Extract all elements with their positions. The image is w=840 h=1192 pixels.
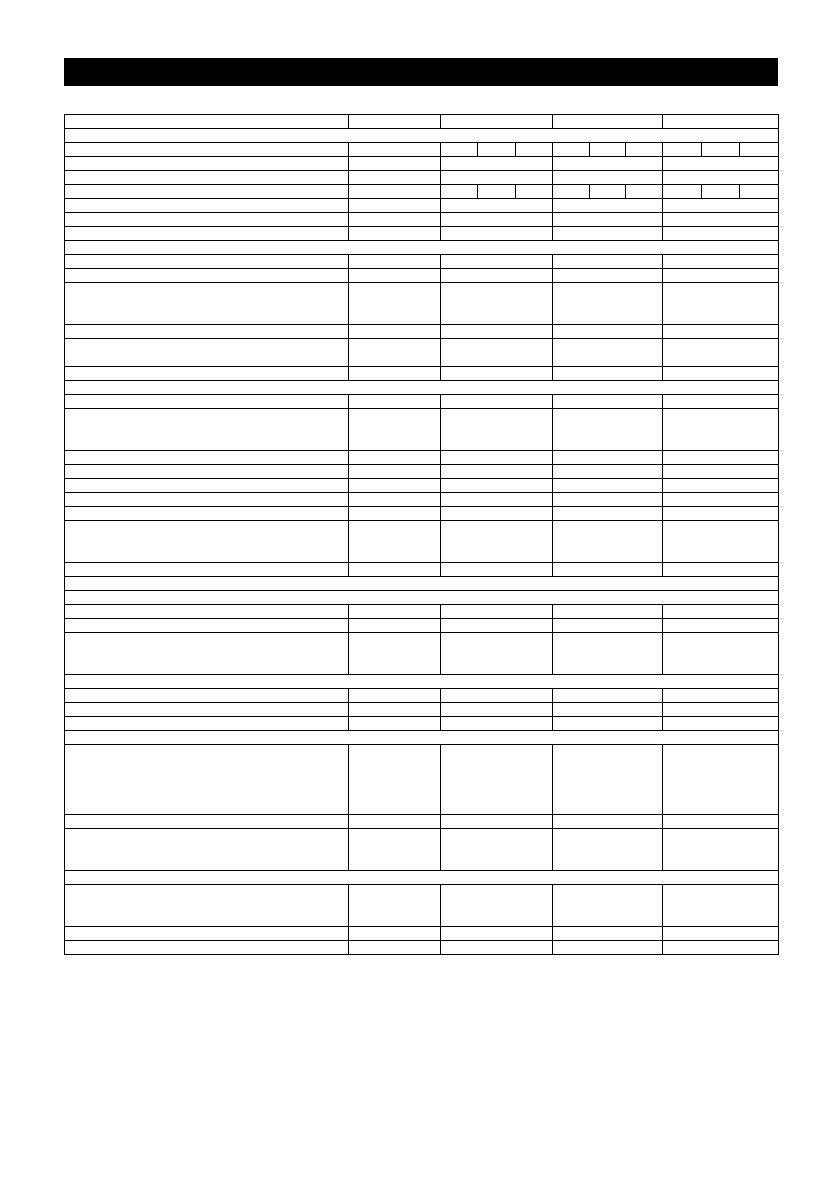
value-cell — [441, 829, 553, 871]
value-cell — [553, 717, 663, 731]
table-row — [65, 199, 779, 213]
sub-cell — [553, 185, 589, 198]
value-cell — [663, 717, 779, 731]
value-cell — [349, 213, 441, 227]
table-row — [65, 325, 779, 339]
value-cell-split — [663, 143, 779, 157]
value-cell — [663, 927, 779, 941]
value-cell — [553, 941, 663, 955]
value-cell — [349, 507, 441, 521]
row-label-cell — [65, 479, 349, 493]
value-cell — [663, 829, 779, 871]
value-cell — [441, 717, 553, 731]
value-cell — [349, 409, 441, 451]
value-cell — [553, 605, 663, 619]
value-cell — [663, 703, 779, 717]
table-row — [65, 157, 779, 171]
table-row — [65, 829, 779, 871]
table-row — [65, 367, 779, 381]
sub-cell — [663, 143, 701, 156]
section-divider-row — [65, 871, 779, 885]
value-cell-split — [553, 185, 663, 199]
value-cell — [349, 479, 441, 493]
value-cell — [441, 255, 553, 269]
table-row — [65, 269, 779, 283]
row-label-cell — [65, 521, 349, 563]
section-cell — [65, 591, 779, 605]
value-cell — [349, 493, 441, 507]
table-row — [65, 521, 779, 563]
section-cell — [65, 871, 779, 885]
value-cell — [441, 199, 553, 213]
row-label-cell — [65, 269, 349, 283]
value-cell — [349, 465, 441, 479]
value-cell — [441, 339, 553, 367]
value-cell — [663, 619, 779, 633]
value-cell-split — [553, 143, 663, 157]
row-label-cell — [65, 213, 349, 227]
value-cell — [553, 465, 663, 479]
table-row — [65, 815, 779, 829]
value-cell — [663, 171, 779, 185]
table-row — [65, 227, 779, 241]
value-cell — [663, 815, 779, 829]
row-label-cell — [65, 885, 349, 927]
value-cell — [349, 633, 441, 675]
value-cell — [349, 563, 441, 577]
section-cell — [65, 241, 779, 255]
value-cell — [663, 465, 779, 479]
value-cell — [441, 171, 553, 185]
row-label-cell — [65, 395, 349, 409]
value-cell — [663, 227, 779, 241]
value-cell — [663, 941, 779, 955]
section-cell — [65, 675, 779, 689]
section-cell — [65, 381, 779, 395]
row-label-cell — [65, 283, 349, 325]
row-label-cell — [65, 227, 349, 241]
value-cell — [349, 395, 441, 409]
section-divider-row — [65, 731, 779, 745]
value-cell — [441, 815, 553, 829]
header-bar — [64, 58, 778, 86]
sub-cell — [663, 185, 701, 198]
value-cell — [663, 689, 779, 703]
value-cell — [553, 619, 663, 633]
value-cell — [349, 339, 441, 367]
value-cell — [553, 227, 663, 241]
row-label-cell — [65, 703, 349, 717]
table-row — [65, 605, 779, 619]
value-cell-split — [441, 143, 553, 157]
value-cell — [553, 339, 663, 367]
table-row — [65, 213, 779, 227]
value-cell — [553, 885, 663, 927]
row-label-cell — [65, 143, 349, 157]
value-cell — [441, 941, 553, 955]
value-cell — [441, 605, 553, 619]
value-cell — [349, 605, 441, 619]
value-cell — [441, 409, 553, 451]
value-cell — [441, 283, 553, 325]
value-cell — [553, 927, 663, 941]
row-label-cell — [65, 927, 349, 941]
sub-cell — [739, 185, 778, 198]
table-row — [65, 465, 779, 479]
value-cell — [349, 717, 441, 731]
value-cell — [663, 325, 779, 339]
section-divider-row — [65, 381, 779, 395]
row-label-cell — [65, 815, 349, 829]
row-label-cell — [65, 507, 349, 521]
table-row — [65, 115, 779, 129]
value-cell — [553, 815, 663, 829]
value-cell — [553, 157, 663, 171]
value-cell — [663, 507, 779, 521]
value-cell — [349, 521, 441, 563]
row-label-cell — [65, 745, 349, 815]
value-cell — [553, 563, 663, 577]
table-row — [65, 395, 779, 409]
row-label-cell — [65, 185, 349, 199]
sub-cell — [701, 143, 740, 156]
value-cell — [441, 451, 553, 465]
value-cell — [553, 689, 663, 703]
row-label-cell — [65, 199, 349, 213]
sub-cell — [589, 143, 626, 156]
value-cell — [663, 157, 779, 171]
sub-cell — [441, 185, 477, 198]
table-row — [65, 255, 779, 269]
table-row — [65, 633, 779, 675]
value-cell — [441, 493, 553, 507]
value-cell — [553, 115, 663, 129]
value-cell — [349, 283, 441, 325]
row-label-cell — [65, 339, 349, 367]
value-cell — [441, 689, 553, 703]
value-cell — [349, 745, 441, 815]
sub-cell — [701, 185, 740, 198]
table-row — [65, 689, 779, 703]
sub-grid — [553, 143, 662, 156]
table-row — [65, 745, 779, 815]
value-cell — [441, 157, 553, 171]
value-cell — [441, 745, 553, 815]
value-cell — [349, 941, 441, 955]
value-cell — [553, 507, 663, 521]
value-cell — [553, 171, 663, 185]
row-label-cell — [65, 633, 349, 675]
table-row — [65, 927, 779, 941]
sub-cell — [477, 185, 514, 198]
section-cell — [65, 577, 779, 591]
table-row — [65, 703, 779, 717]
value-cell — [553, 745, 663, 815]
sub-cell — [739, 143, 778, 156]
value-cell — [349, 325, 441, 339]
value-cell — [663, 339, 779, 367]
value-cell — [349, 143, 441, 157]
sub-cell — [589, 185, 626, 198]
value-cell-split — [441, 185, 553, 199]
row-label-cell — [65, 255, 349, 269]
value-cell — [441, 479, 553, 493]
value-cell — [349, 703, 441, 717]
row-label-cell — [65, 829, 349, 871]
value-cell — [663, 115, 779, 129]
section-cell — [65, 731, 779, 745]
value-cell — [663, 745, 779, 815]
value-cell — [663, 395, 779, 409]
table-row — [65, 283, 779, 325]
value-cell — [553, 409, 663, 451]
value-cell — [349, 269, 441, 283]
sub-grid — [441, 143, 552, 156]
section-cell — [65, 129, 779, 143]
value-cell — [553, 269, 663, 283]
value-cell — [553, 199, 663, 213]
value-cell — [663, 479, 779, 493]
value-cell — [441, 227, 553, 241]
value-cell — [441, 115, 553, 129]
value-cell — [441, 367, 553, 381]
value-cell — [441, 521, 553, 563]
value-cell — [553, 255, 663, 269]
value-cell — [663, 605, 779, 619]
value-cell — [553, 451, 663, 465]
sub-cell — [553, 143, 589, 156]
value-cell — [663, 451, 779, 465]
table-row — [65, 941, 779, 955]
value-cell — [663, 885, 779, 927]
value-cell — [349, 815, 441, 829]
section-divider-row — [65, 129, 779, 143]
value-cell — [663, 283, 779, 325]
table-row — [65, 171, 779, 185]
value-cell — [553, 479, 663, 493]
value-cell — [349, 367, 441, 381]
value-cell — [553, 283, 663, 325]
section-divider-row — [65, 241, 779, 255]
table-row — [65, 493, 779, 507]
sub-cell — [625, 143, 662, 156]
value-cell — [663, 255, 779, 269]
value-cell — [553, 829, 663, 871]
row-label-cell — [65, 451, 349, 465]
value-cell — [441, 885, 553, 927]
table-row — [65, 409, 779, 451]
value-cell — [441, 619, 553, 633]
value-cell — [349, 689, 441, 703]
value-cell — [441, 325, 553, 339]
main-data-table — [64, 114, 779, 955]
value-cell — [349, 829, 441, 871]
table-row — [65, 619, 779, 633]
value-cell — [553, 703, 663, 717]
value-cell — [441, 269, 553, 283]
row-label-cell — [65, 493, 349, 507]
value-cell — [441, 633, 553, 675]
row-label-cell — [65, 157, 349, 171]
row-label-cell — [65, 563, 349, 577]
row-label-cell — [65, 325, 349, 339]
table-row — [65, 451, 779, 465]
value-cell — [663, 521, 779, 563]
value-cell — [663, 269, 779, 283]
value-cell — [663, 633, 779, 675]
value-cell — [553, 367, 663, 381]
value-cell — [663, 493, 779, 507]
section-divider-row — [65, 591, 779, 605]
value-cell — [441, 213, 553, 227]
value-cell — [553, 493, 663, 507]
row-label-cell — [65, 465, 349, 479]
sub-grid — [663, 185, 778, 198]
table-row — [65, 507, 779, 521]
value-cell — [349, 185, 441, 199]
row-label-cell — [65, 171, 349, 185]
value-cell — [349, 157, 441, 171]
value-cell — [349, 619, 441, 633]
value-cell — [349, 451, 441, 465]
section-divider-row — [65, 577, 779, 591]
table-row — [65, 185, 779, 199]
value-cell — [663, 199, 779, 213]
row-label-cell — [65, 619, 349, 633]
sub-grid — [553, 185, 662, 198]
row-label-cell — [65, 941, 349, 955]
row-label-cell — [65, 409, 349, 451]
value-cell — [553, 325, 663, 339]
value-cell — [441, 507, 553, 521]
sub-cell — [515, 185, 552, 198]
sub-grid — [441, 185, 552, 198]
value-cell — [349, 885, 441, 927]
value-cell — [349, 199, 441, 213]
row-label-cell — [65, 689, 349, 703]
table-row — [65, 717, 779, 731]
value-cell-split — [663, 185, 779, 199]
row-label-cell — [65, 605, 349, 619]
sub-cell — [477, 143, 514, 156]
value-cell — [349, 255, 441, 269]
value-cell — [349, 115, 441, 129]
value-cell — [441, 395, 553, 409]
table-row — [65, 339, 779, 367]
sub-cell — [441, 143, 477, 156]
table-row — [65, 563, 779, 577]
table-row — [65, 479, 779, 493]
value-cell — [663, 213, 779, 227]
row-label-cell — [65, 717, 349, 731]
value-cell — [663, 409, 779, 451]
value-cell — [349, 927, 441, 941]
value-cell — [441, 927, 553, 941]
table-row — [65, 885, 779, 927]
value-cell — [663, 563, 779, 577]
table-body — [65, 115, 779, 955]
section-divider-row — [65, 675, 779, 689]
value-cell — [553, 633, 663, 675]
value-cell — [553, 521, 663, 563]
row-label-cell — [65, 115, 349, 129]
value-cell — [349, 227, 441, 241]
value-cell — [663, 367, 779, 381]
value-cell — [441, 465, 553, 479]
value-cell — [553, 395, 663, 409]
value-cell — [553, 213, 663, 227]
sub-cell — [625, 185, 662, 198]
sub-grid — [663, 143, 778, 156]
row-label-cell — [65, 367, 349, 381]
sub-cell — [515, 143, 552, 156]
value-cell — [349, 171, 441, 185]
value-cell — [441, 703, 553, 717]
value-cell — [441, 563, 553, 577]
table-row — [65, 143, 779, 157]
